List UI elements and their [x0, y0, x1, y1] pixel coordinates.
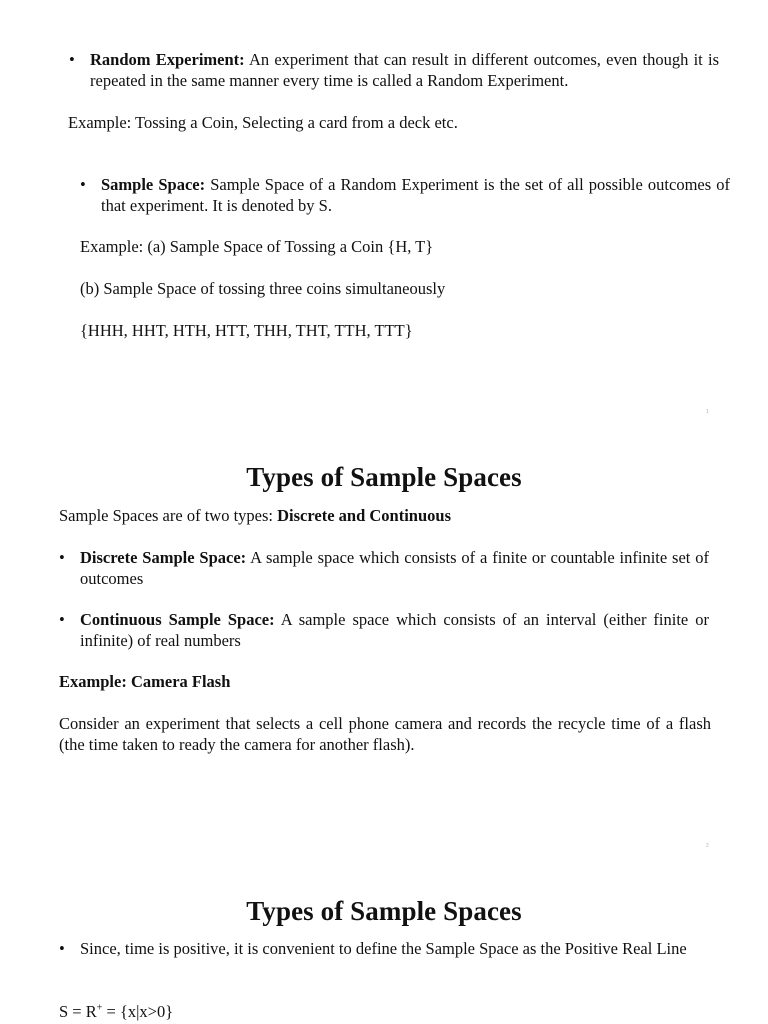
three-coins-outcomes: {HHH, HHT, HTH, HTT, THH, THT, TTH, TTT}	[80, 321, 413, 340]
example-coin-deck: Example: Tossing a Coin, Selecting a card from a deck etc.	[68, 113, 458, 132]
continuous-definition	[59, 609, 710, 651]
random-experiment-term: Random Experiment:	[90, 50, 245, 69]
types-intro-bold: Discrete and Continuous	[277, 506, 451, 525]
types-intro	[59, 505, 719, 526]
page-title: Types of Sample Spaces	[246, 896, 522, 926]
slide-number: 1	[706, 409, 709, 415]
example-three-coins: (b) Sample Space of tossing three coins simultaneously	[80, 279, 446, 298]
formula-left: S = R	[59, 1002, 97, 1021]
sample-space-term: Sample Space:	[101, 175, 206, 194]
random-experiment-definition	[69, 49, 719, 91]
continuous-text: A sample space which consists of an interval (either finite or infinite) of real numbers	[80, 610, 710, 650]
bullet-icon: •	[59, 939, 65, 958]
bullet-icon: •	[59, 610, 65, 629]
example-heading	[59, 671, 719, 692]
discrete-definition	[59, 547, 710, 589]
types-intro-text: Sample Spaces are of two types:	[59, 506, 273, 525]
discrete-text: A sample space which consists of a finite or countable infinite set of outcomes	[80, 548, 710, 588]
positive-real-line-text: Since, time is positive, it is convenient to define the Sample Space as the Positive Real Line	[80, 939, 687, 958]
positive-real-line-bullet	[59, 938, 709, 959]
example-heading-text: Example: Camera Flash	[59, 672, 231, 691]
sample-space-formula	[59, 1001, 459, 1022]
slide-number: 2	[706, 843, 709, 849]
continuous-term: Continuous Sample Space:	[80, 610, 275, 629]
bullet-icon: •	[80, 175, 86, 194]
example-coin-sample-space: Example: (a) Sample Space of Tossing a Coin {H, T}	[80, 237, 434, 256]
sample-space-text: Sample Space of a Random Experiment is the set of all possible outcomes of that experiment. It is denoted by S.	[101, 175, 731, 215]
bullet-icon: •	[69, 50, 75, 69]
formula-right: = {x|x>0}	[102, 1002, 174, 1021]
formula-superscript: +	[96, 1002, 103, 1014]
random-experiment-text: An experiment that can result in different outcomes, even though it is repeated in the same manner every time is called a Random Experiment.	[90, 50, 719, 90]
bullet-icon: •	[59, 548, 65, 567]
sample-space-definition	[80, 174, 731, 216]
page-title: Types of Sample Spaces	[246, 462, 522, 492]
discrete-term: Discrete Sample Space:	[80, 548, 247, 567]
camera-flash-text: Consider an experiment that selects a cell phone camera and records the recycle time of a flash (the time taken to ready the camera for another flash).	[59, 714, 711, 754]
